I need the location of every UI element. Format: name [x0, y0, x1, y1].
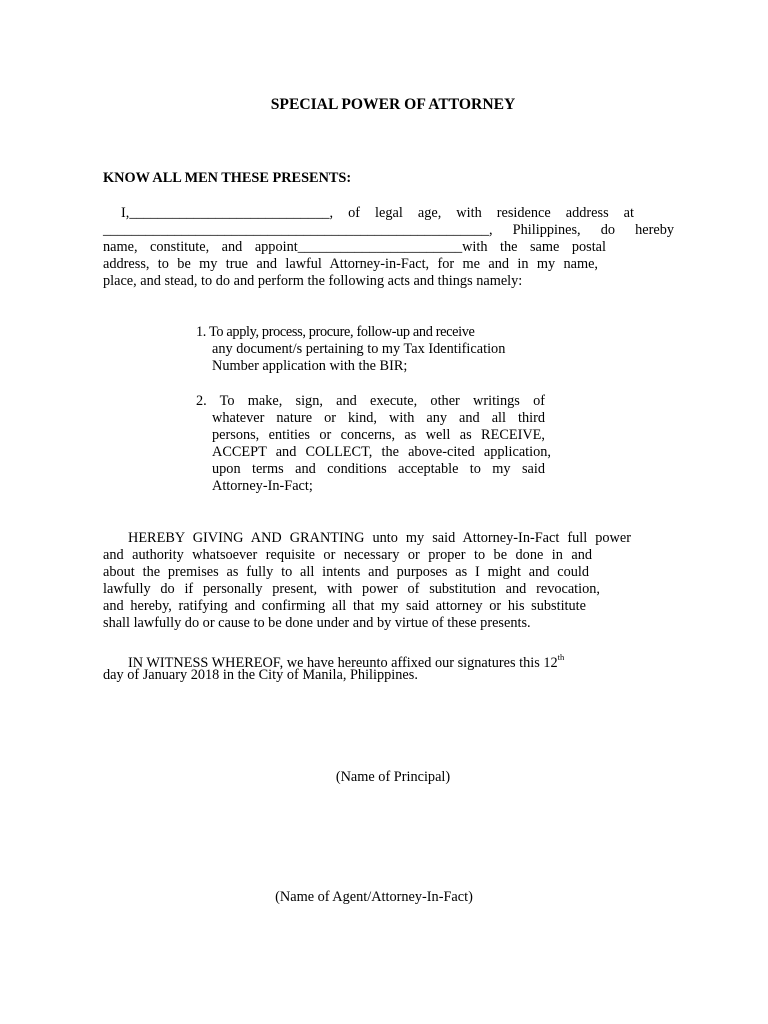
act-line: whatever nature or kind, with any and all third	[212, 410, 545, 426]
intro-line: place, and stead, to do and perform the following acts and things namely:	[103, 273, 523, 289]
act-line: Number application with the BIR;	[212, 358, 408, 374]
intro-line: address, to be my true and lawful Attorney-in-Fact, for me and in my name,	[103, 256, 598, 272]
act-line: ACCEPT and COLLECT, the above-cited application,	[212, 444, 551, 460]
intro-line: name, constitute, and appoint_______________________with the same postal	[103, 239, 606, 255]
granting-line: HEREBY GIVING AND GRANTING unto my said Attorney-In-Fact full power	[128, 530, 631, 546]
act-line: 2. To make, sign, and execute, other writings of	[196, 393, 545, 409]
document-title: SPECIAL POWER OF ATTORNEY	[270, 96, 516, 113]
granting-line: and authority whatsoever requisite or necessary or proper to be done in and	[103, 547, 592, 563]
granting-line: about the premises as fully to all intents and purposes as I might and could	[103, 564, 589, 580]
witness-text: IN WITNESS WHEREOF, we have hereunto affixed our signatures this 12	[128, 654, 558, 671]
act-line: any document/s pertaining to my Tax Identification	[212, 341, 506, 357]
intro-line: ______________________________________________________, Philippines, do hereby	[103, 222, 674, 238]
act-line: persons, entities or concerns, as well as RECEIVE,	[212, 427, 545, 443]
principal-signature-label: (Name of Principal)	[335, 769, 451, 785]
agent-signature-label: (Name of Agent/Attorney-In-Fact)	[275, 889, 473, 905]
intro-line: I,____________________________, of legal age, with residence address at	[121, 205, 634, 221]
granting-line: shall lawfully do or cause to be done under and by virtue of these presents.	[103, 615, 531, 631]
witness-line: day of January 2018 in the City of Manila, Philippines.	[103, 667, 418, 683]
act-line: Attorney-In-Fact;	[212, 478, 313, 494]
act-line: upon terms and conditions acceptable to my said	[212, 461, 545, 477]
salutation: KNOW ALL MEN THESE PRESENTS:	[103, 170, 352, 186]
granting-line: lawfully do if personally present, with power of substitution and revocation,	[103, 581, 600, 597]
witness-ordinal-suffix: th	[557, 652, 565, 662]
granting-line: and hereby, ratifying and confirming all that my said attorney or his substitute	[103, 598, 586, 614]
act-line: 1. To apply, process, procure, follow-up and receive	[196, 324, 475, 340]
